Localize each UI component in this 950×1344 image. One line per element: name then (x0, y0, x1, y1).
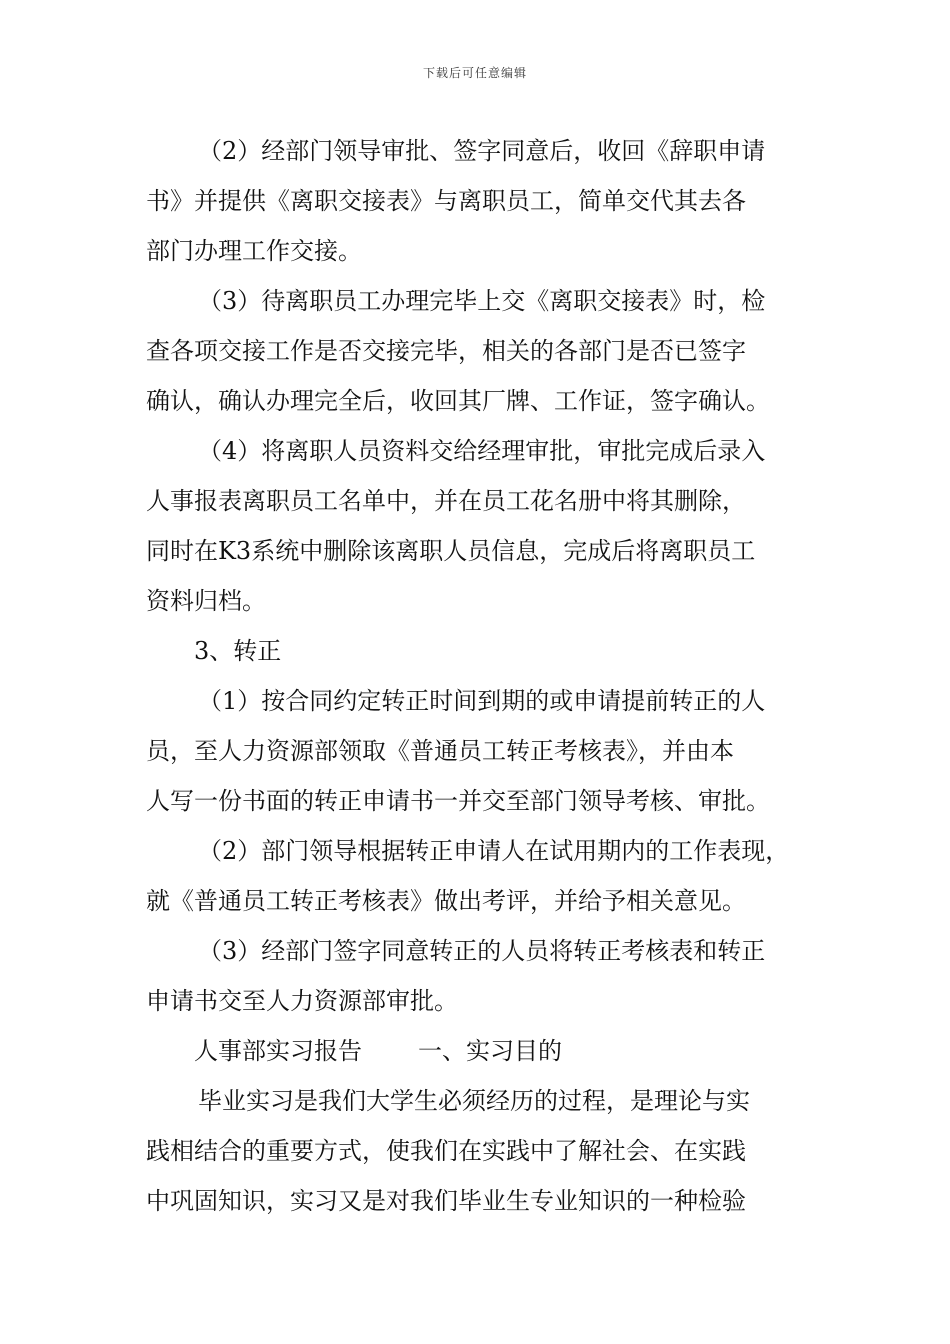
document-body (146, 126, 811, 1226)
paragraph-line: 就《普通员工转正考核表》做出考评，并给予相关意见。 (146, 887, 746, 915)
paragraph-line: 人事报表离职员工名单中，并在员工花名册中将其删除， (146, 487, 746, 515)
paragraph-line: 人写一份书面的转正申请书一并交至部门领导考核、审批。 (146, 787, 770, 815)
paragraph-line: （2）部门领导根据转正申请人在试用期内的工作表现， (198, 837, 790, 865)
paragraph-line: （3）待离职员工办理完毕上交《离职交接表》时，检 (198, 287, 766, 315)
paragraph-line: 毕业实习是我们大学生必须经历的过程，是理论与实 (198, 1087, 750, 1115)
report-title: 人事部实习报告 (194, 1037, 362, 1065)
paragraph-line: （2）经部门领导审批、签字同意后，收回《辞职申请 (198, 137, 766, 165)
report-heading-line (146, 1026, 811, 1076)
section-heading: 3、转正 (194, 637, 282, 665)
page-header: 下载后可任意编辑 (422, 66, 527, 80)
paragraph-line: 申请书交至人力资源部审批。 (146, 987, 458, 1015)
paragraph-line: 查各项交接工作是否交接完毕，相关的各部门是否已签字 (146, 337, 746, 365)
paragraph-line: 部门办理工作交接。 (146, 237, 362, 265)
paragraph-line: （1）按合同约定转正时间到期的或申请提前转正的人 (198, 687, 766, 715)
paragraph-line: 中巩固知识，实习又是对我们毕业生专业知识的一种检验 (146, 1187, 746, 1215)
paragraph-line: 确认，确认办理完全后，收回其厂牌、工作证，签字确认。 (146, 387, 770, 415)
paragraph-line: 书》并提供《离职交接表》与离职员工，简单交代其去各 (146, 187, 746, 215)
paragraph-line: （4）将离职人员资料交给经理审批，审批完成后录入 (198, 437, 766, 465)
paragraph-line: 同时在K3系统中删除该离职人员信息，完成后将离职员工 (146, 537, 756, 565)
report-section-title: 一、实习目的 (418, 1037, 562, 1065)
paragraph-line: （3）经部门签字同意转正的人员将转正考核表和转正 (198, 937, 766, 965)
paragraph-line: 资料归档。 (146, 587, 266, 615)
paragraph-line: 员，至人力资源部领取《普通员工转正考核表》，并由本 (146, 737, 734, 765)
paragraph-line: 践相结合的重要方式，使我们在实践中了解社会、在实践 (146, 1137, 746, 1165)
